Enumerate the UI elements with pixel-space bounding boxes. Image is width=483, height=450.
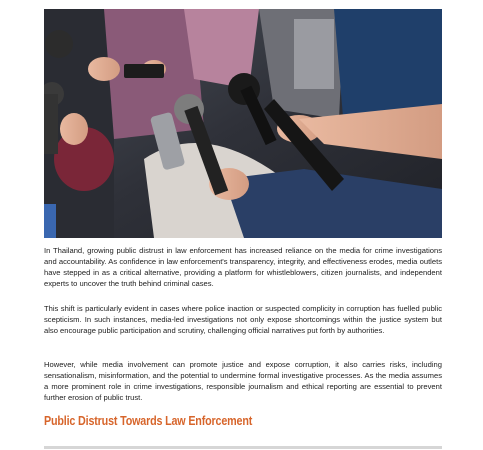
- paragraph-3: However, while media involvement can promote justice and expose corruption, it also carries risks, including sensationalism, misinformation, and the potential to undermine formal investigative processes. As the media assumes a more prominent role in crime investigations, responsible journalism and ethical reporting are essential to prevent further erosion of public trust.: [44, 360, 442, 402]
- microphones-image: [44, 9, 442, 238]
- phone-icon: [124, 64, 164, 78]
- paragraph-1: In Thailand, growing public distrust in law enforcement has increased reliance on the media for crime investigations and accountability. As confidence in law enforcement's transparency, integrity, and effectiveness erodes, media outlets have stepped in as a critical alternative, providing a platform for whistleblowers, citizen journalists, and independent experts to uncover the truth behind criminal cases.: [44, 246, 442, 288]
- section-heading: Public Distrust Towards Law Enforcement: [44, 414, 253, 428]
- cut-off-text-line: [44, 443, 442, 450]
- paragraph-2: This shift is particularly evident in cases where police inaction or suspected complicity in corruption has fuelled public scepticism. In such instances, media-led investigations not only expose shortcomings within the justice system but also encourage public participation and scrutiny, challenging official narratives put forth by authorities.: [44, 304, 442, 335]
- press-microphones-photo: [44, 9, 442, 238]
